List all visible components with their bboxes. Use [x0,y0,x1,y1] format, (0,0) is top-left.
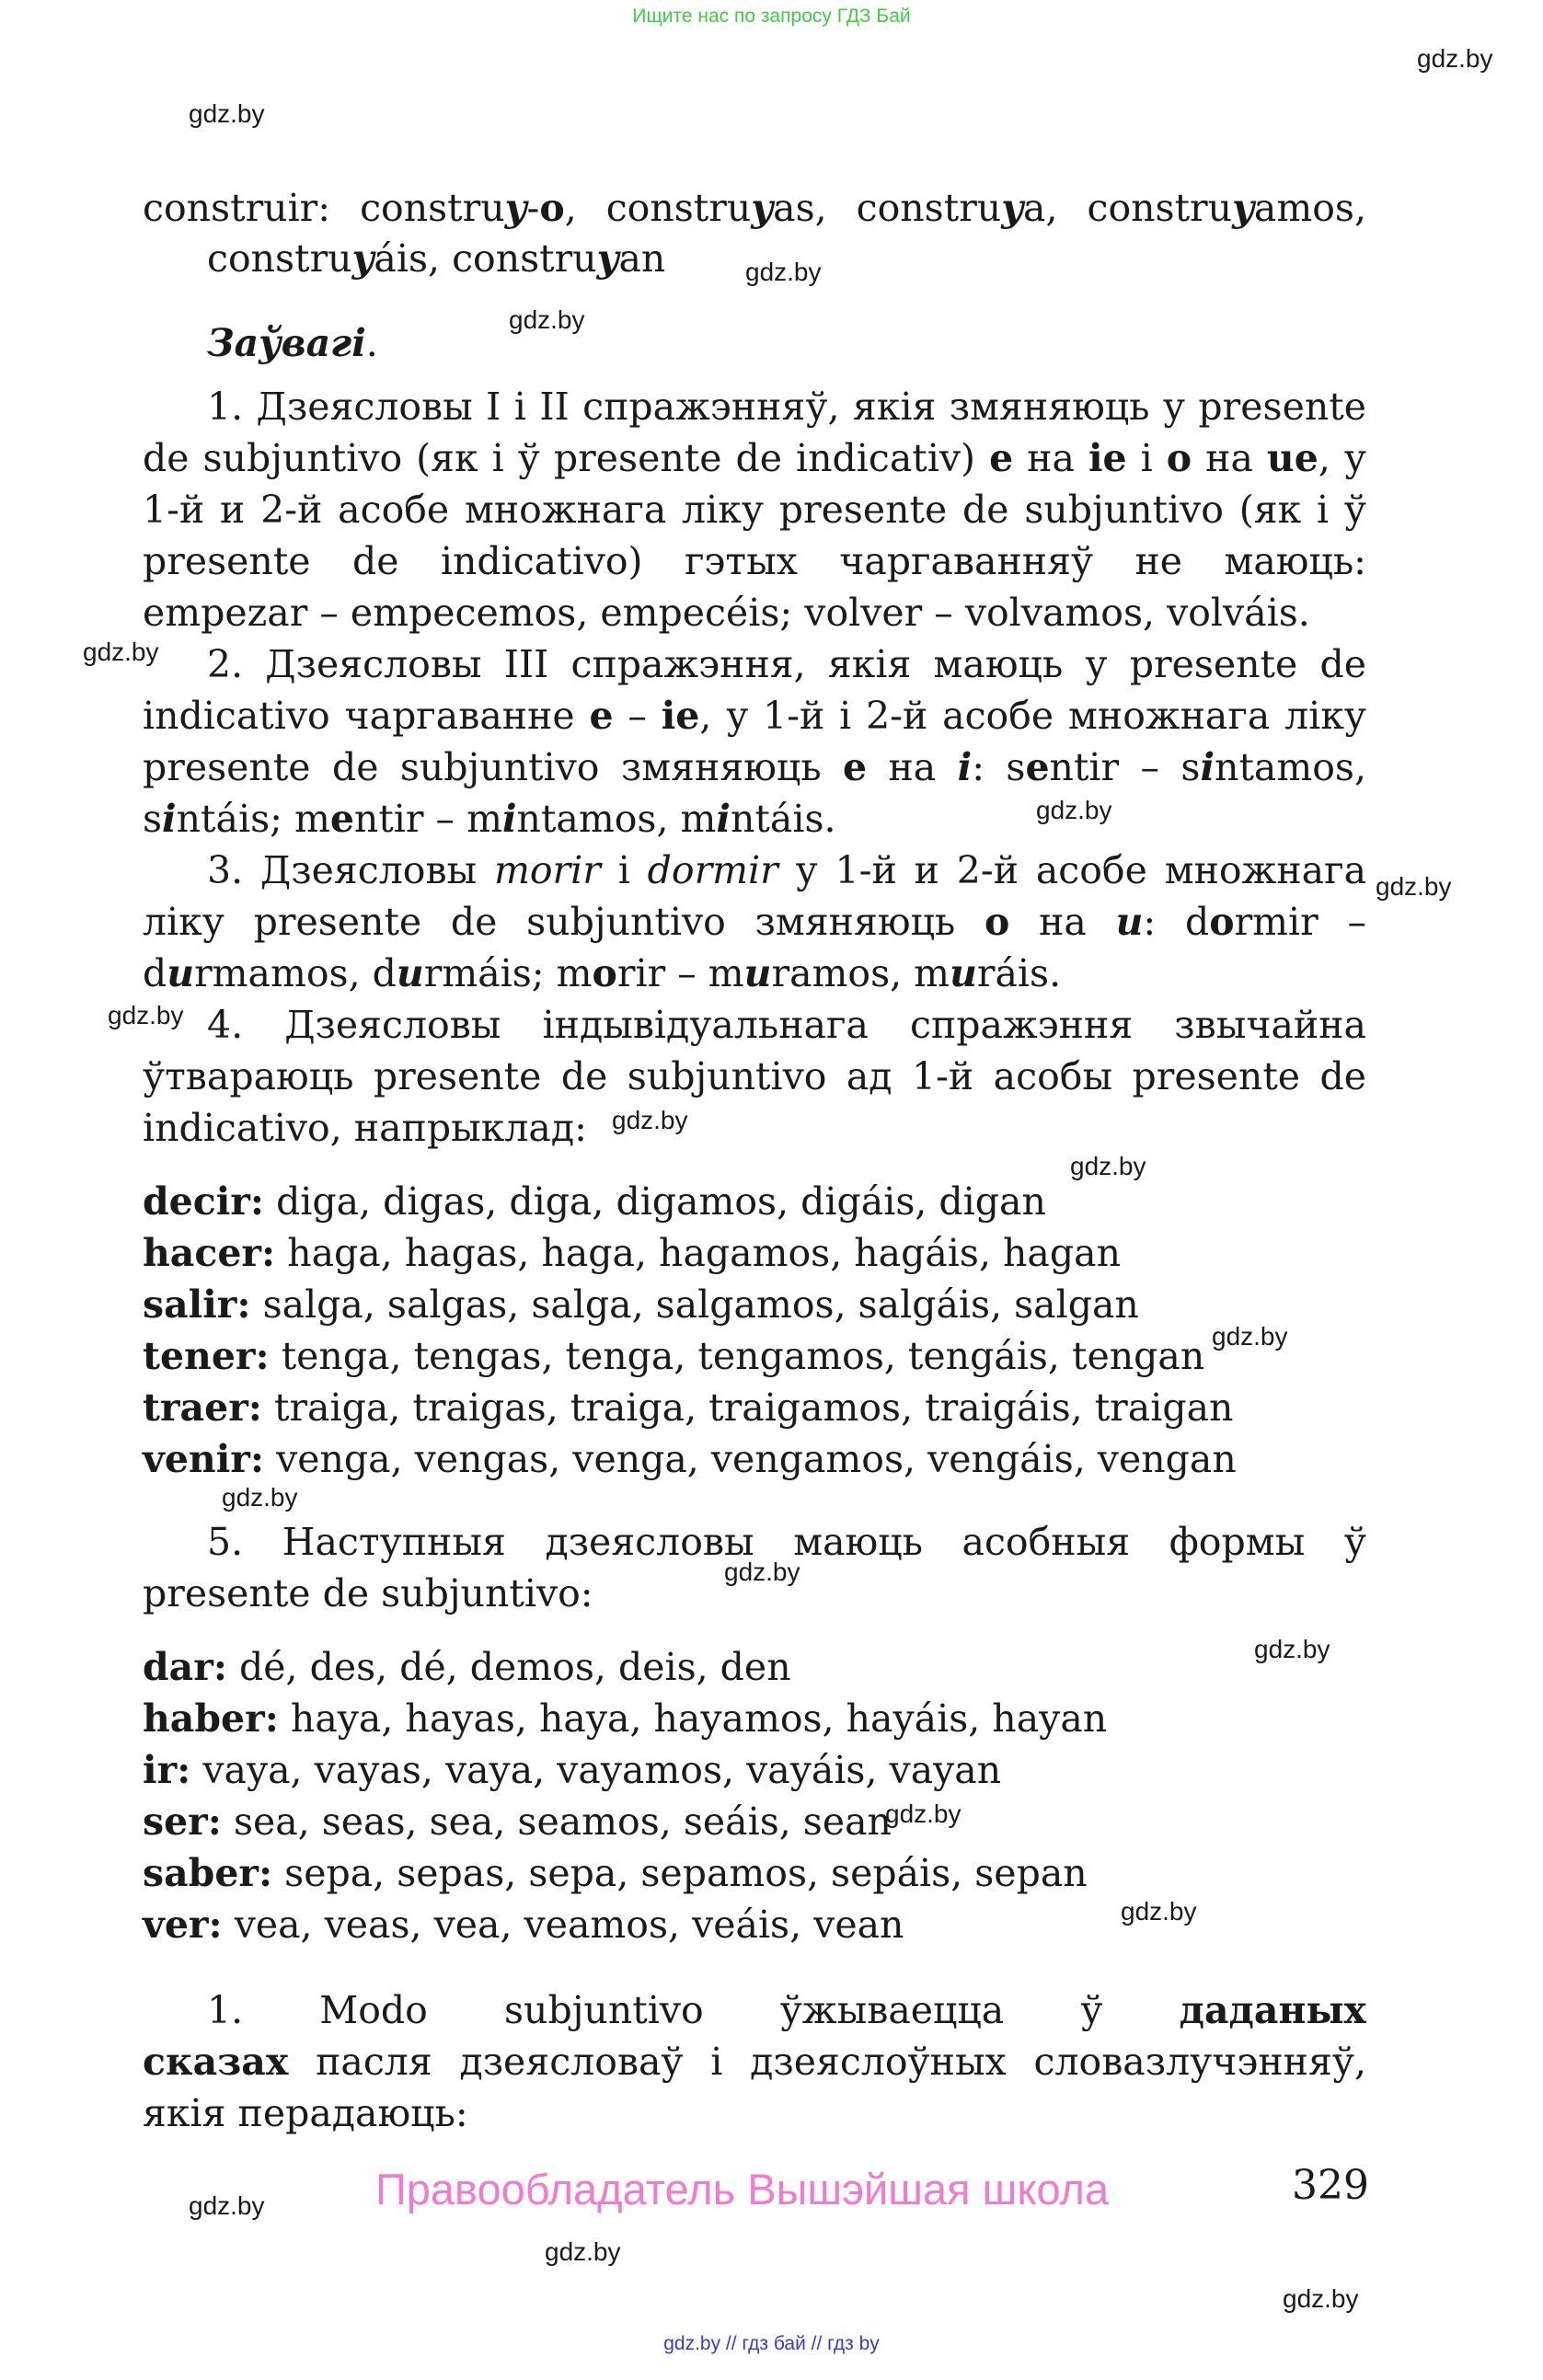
watermark: gdz.by [545,2237,621,2266]
watermark: gdz.by [189,2191,265,2220]
text-line: 5. Наступныя дзеясловы маюць асобныя формы ў [207,1520,1366,1564]
rights-holder: Правообладатель Вышэйшая школа [375,2165,1110,2213]
text-line: construyáis, construyan [207,236,666,281]
watermark: gdz.by [1376,872,1452,901]
watermark: gdz.by [1036,796,1112,824]
watermark: gdz.by [108,1001,184,1029]
text-line: сказах пасля дзеясловаў і дзеяслоўных словазлучэнняў, [143,2040,1366,2084]
text-line: 1-й и 2-й асобе множнага ліку presente de subjuntivo (як і ў [143,488,1366,532]
verb-line: tener: tenga, tengas, tenga, tengamos, tengáis, tengan [143,1334,1205,1378]
text-line: indicativo чаргаванне e – ie, у 1-й і 2-й асобе множнага ліку [143,694,1366,738]
watermark: gdz.by [1254,1635,1330,1663]
verb-line: hacer: haga, hagas, haga, hagamos, hagáis, hagan [143,1231,1121,1275]
text-line: sintáis; mentir – mintamos, mintáis. [143,797,836,841]
watermark: gdz.by [83,638,159,666]
watermark: gdz.by [612,1106,688,1134]
text-line: 1. Modo subjuntivo ўжываецца ў даданых [207,1988,1366,2032]
text-line: ўтвараюць presente de subjuntivo ад 1-й асобы presente de [143,1054,1366,1098]
watermark: gdz.by [745,258,822,286]
watermark: gdz.by [1283,2284,1359,2313]
watermark: gdz.by [222,1483,298,1512]
verb-line: ver: vea, veas, vea, veamos, veáis, vean [143,1903,904,1947]
watermark: gdz.by [1121,1897,1197,1926]
verb-line: ir: vaya, vayas, vaya, vayamos, vayáis, vayan [143,1748,1002,1792]
text-line: presente de subjuntivo змяняюць e на i: sentir – sintamos, [143,745,1366,789]
watermark: gdz.by [509,305,585,334]
text-line: durmamos, durmáis; morir – muramos, muráis. [143,951,1062,995]
text-line: presente de indicativo) гэтых чаргаванняў не маюць: [143,539,1366,583]
watermark: gdz.by [724,1558,800,1586]
watermark: gdz.by [1417,44,1493,73]
verb-line: decir: diga, digas, diga, digamos, digáis, digan [143,1179,1046,1224]
text-line: empezar – empecemos, empecéis; volver – volvamos, volváis. [143,591,1310,635]
bottom-banner: gdz.by // гдз бай // гдз by [663,2333,880,2354]
notes-heading: Заўвагі. [207,321,378,365]
verb-line: dar: dé, des, dé, demos, deis, den [143,1645,791,1689]
text-line: 2. Дзеясловы III спражэння, якія маюць у presente de [207,642,1366,686]
text-line: якія перадаюць: [143,2091,468,2135]
verb-line: salir: salga, salgas, salga, salgamos, salgáis, salgan [143,1282,1139,1327]
text-line: 3. Дзеясловы morir і dormir у 1-й и 2-й асобе множнага [207,848,1366,892]
verb-line: venir: venga, vengas, venga, vengamos, vengáis, vengan [143,1437,1237,1481]
watermark: gdz.by [1070,1152,1146,1180]
watermark: gdz.by [189,99,265,128]
top-banner: Ищите нас по запросу ГДЗ Бай [632,6,911,27]
verb-line: saber: sepa, sepas, sepa, sepamos, sepáis, sepan [143,1851,1088,1895]
text-line: ліку presente de subjuntivo змяняюць o на u: dormir – [143,900,1366,944]
text-line: construir: construy-o, construyas, construya, construyamos, [143,186,1366,230]
text-line: 4. Дзеясловы індывідуальнага спражэння звычайна [207,1003,1366,1047]
watermark: gdz.by [885,1799,961,1828]
text-line: indicativo, напрыклад: [143,1106,587,1150]
verb-line: haber: haya, hayas, haya, hayamos, hayáis, hayan [143,1696,1108,1741]
text-line: de subjuntivo (як і ў presente de indicativ) e на ie і o на ue, у [143,436,1366,480]
verb-line: ser: sea, seas, sea, seamos, seáis, sean [143,1799,892,1844]
text-line: presente de subjuntivo: [143,1571,593,1615]
watermark: gdz.by [1212,1322,1288,1351]
page-number: 329 [1292,2162,1369,2209]
verb-line: traer: traiga, traigas, traiga, traigamos, traigáis, traigan [143,1385,1234,1430]
text-line: 1. Дзеясловы I і II спражэнняў, якія змяняюць у presente [207,385,1366,429]
